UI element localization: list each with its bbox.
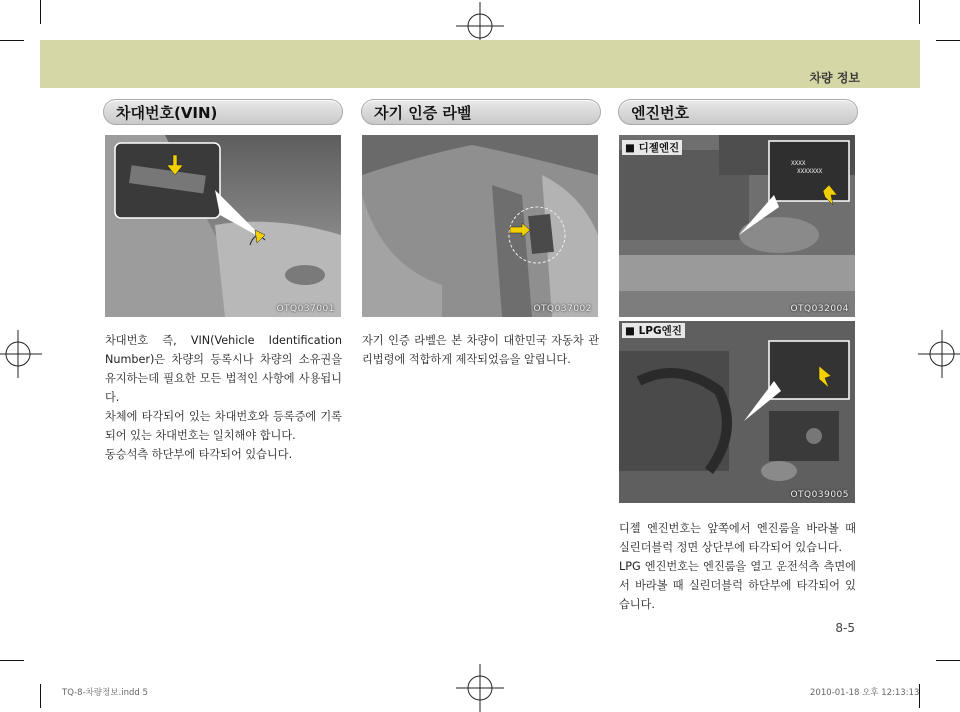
heading-engine-number-label: 엔진번호 <box>631 104 689 122</box>
diesel-engine-illustration <box>619 135 855 317</box>
lpg-engine-photo-code: OTQ039005 <box>790 490 849 500</box>
vin-illustration <box>105 135 341 317</box>
cert-label-description <box>362 331 599 369</box>
diesel-stamp-line-2: XXXXXXX <box>797 168 823 175</box>
diesel-stamp-line-1: XXXX <box>791 160 806 167</box>
vin-paragraph-2: 차체에 타각되어 있는 차대번호와 등록증에 기록되어 있는 차대번호는 일치해야 합니다. <box>105 410 342 442</box>
heading-cert-label <box>361 99 601 125</box>
engine-paragraph-1: 디젤 엔진번호는 앞쪽에서 엔진룸을 바라볼 때 실린더블럭 정면 상단부에 타각되어 있습니다. <box>619 522 856 554</box>
registration-mark-bottom <box>456 664 504 712</box>
vin-paragraph-3: 동승석측 하단부에 타각되어 있습니다. <box>105 448 293 461</box>
cert-label-paragraph-1: 자기 인증 라벨은 본 차량이 대한민국 자동차 관리법령에 적합하게 제작되었음을 알립니다. <box>362 334 599 366</box>
vin-photo <box>105 135 341 317</box>
heading-engine-number <box>618 99 858 125</box>
page-number: 8-5 <box>835 621 855 635</box>
heading-vin-label: 차대번호(VIN) <box>116 104 218 122</box>
diesel-engine-photo <box>619 135 855 317</box>
section-title: 차량 정보 <box>809 71 860 85</box>
lpg-engine-photo <box>619 321 855 503</box>
footer-timestamp: 2010-01-18 오후 12:13:13 <box>810 688 920 698</box>
cert-label-illustration <box>362 135 598 317</box>
heading-vin <box>103 99 343 125</box>
registration-mark-left <box>0 330 42 378</box>
footer-file: TQ-8-차량정보.indd 5 <box>62 688 148 698</box>
diesel-engine-tag: ■ 디젤엔진 <box>622 140 682 155</box>
header-band <box>40 40 920 88</box>
lpg-engine-illustration <box>619 321 855 503</box>
registration-mark-right <box>918 330 960 378</box>
engine-paragraph-2: LPG 엔진번호는 엔진룸을 열고 운전석측 측면에서 바라볼 때 실린더블럭 하단부에 타각되어 있습니다. <box>619 560 856 611</box>
heading-cert-label-text: 자기 인증 라벨 <box>374 104 472 122</box>
vin-paragraph-1: 차대번호 즉, VIN(Vehicle Identification Number)은 차량의 등록시나 차량의 소유권을 유지하는데 필요한 모든 법적인 사항에 사용됩니다. <box>105 334 342 404</box>
engine-number-description <box>619 519 856 614</box>
cert-label-photo-code: OTQ037002 <box>533 304 592 314</box>
vin-photo-code: OTQ037001 <box>276 304 335 314</box>
diesel-engine-photo-code: OTQ032004 <box>790 304 849 314</box>
lpg-engine-tag: ■ LPG엔진 <box>622 323 685 338</box>
vin-description <box>105 331 342 464</box>
cert-label-photo <box>362 135 598 317</box>
